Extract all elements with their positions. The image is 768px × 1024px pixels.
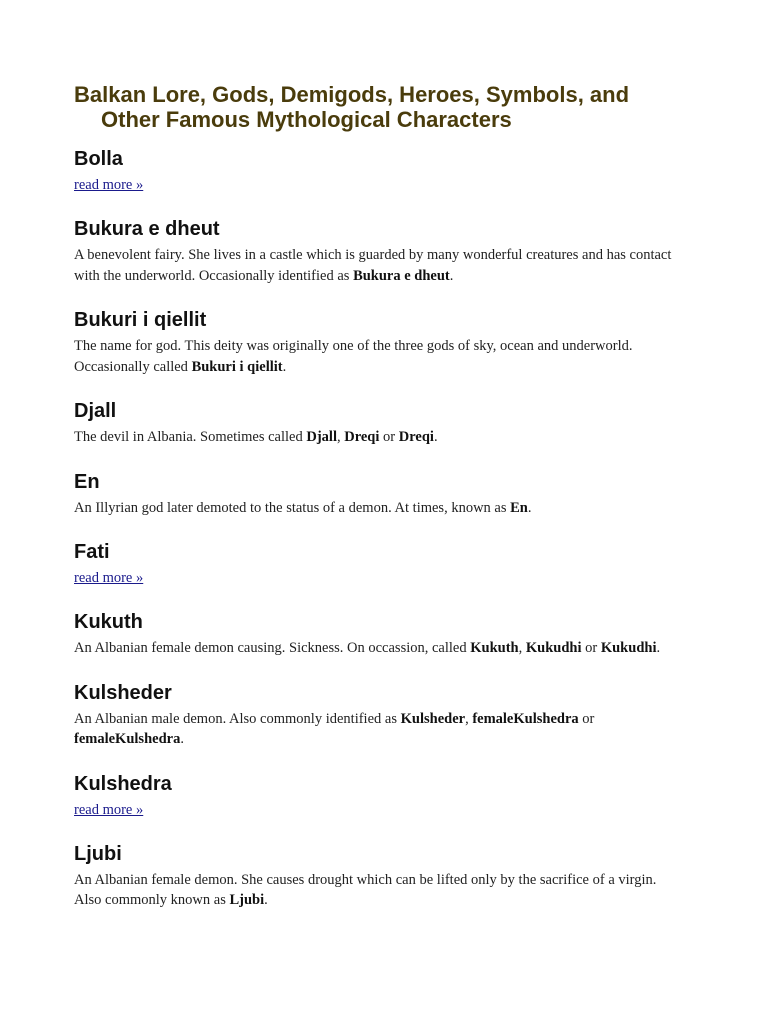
alias-term: Bukura e dheut	[353, 267, 450, 284]
entry-description	[74, 245, 678, 286]
alias-term: femaleKulshedra	[74, 731, 181, 747]
alias-term: Kulsheder	[400, 710, 466, 727]
alias-term: Dreqi	[398, 429, 434, 445]
separator: ,	[336, 429, 345, 445]
alias-term: femaleKulshedra	[472, 710, 579, 727]
description-end: .	[449, 267, 454, 284]
entry-heading: Bukura e dheut	[74, 218, 220, 240]
alias-term: Kukuth	[470, 640, 519, 656]
description-text: An Illyrian god later demoted to the status of a demon. At times, known as	[74, 499, 511, 516]
entry-heading: Kukuth	[74, 611, 143, 633]
description-text: An Albanian male demon. Also commonly identified as	[74, 710, 401, 727]
read-more-link[interactable]: read more »	[74, 177, 144, 193]
description-text: A benevolent fairy. She lives in a castle which is guarded by many wonderful creatures and has contact with the underworld. Occasionally identified as	[74, 247, 672, 284]
entry-en	[74, 470, 678, 519]
entry-kulsheder	[74, 681, 678, 750]
entry-fati	[74, 540, 678, 588]
alias-term: Ljubi	[229, 892, 265, 908]
description-text: An Albanian female demon causing. Sickness. On occassion, called	[74, 640, 471, 656]
entry-heading: Kulsheder	[74, 681, 172, 704]
entry-heading: Kulshedra	[74, 772, 172, 795]
entry-bukuri-i-qiellit	[74, 308, 678, 377]
read-more-link[interactable]: read more »	[74, 801, 144, 818]
description-end: .	[527, 499, 532, 516]
page-title-line-2: Other Famous Mythological Characters	[101, 107, 512, 132]
page-title-line-1: Balkan Lore, Gods, Demigods, Heroes, Symbols, and	[74, 82, 630, 107]
alias-term: En	[510, 499, 528, 516]
entry-heading: Ljubi	[74, 842, 122, 865]
entry-heading: Djall	[74, 400, 117, 422]
entry-bolla	[74, 147, 678, 195]
description-text: The name for god. This deity was originally one of the three gods of sky, ocean and underworld. Occasionally called	[74, 338, 633, 375]
alias-term: Djall	[306, 429, 337, 445]
entry-description	[74, 427, 678, 448]
entry-description	[74, 336, 678, 377]
entry-description	[74, 870, 678, 911]
entry-djall	[74, 399, 678, 448]
description-text: An Albanian female demon. She causes drought which can be lifted only by the sacrifice of a virgin. Also commonly known as	[74, 871, 657, 908]
description-end: .	[433, 429, 438, 445]
alias-term: Kukudhi	[600, 640, 657, 656]
entry-heading: Bolla	[74, 148, 123, 170]
page-title	[74, 82, 678, 132]
description-end: .	[264, 892, 268, 908]
description-end: .	[282, 358, 287, 375]
description-end: .	[656, 640, 661, 656]
description-end: .	[180, 731, 184, 747]
entry-heading: Bukuri i qiellit	[74, 309, 207, 331]
alias-term: Bukuri i qiellit	[191, 358, 283, 375]
entry-heading: Fati	[74, 541, 110, 563]
entry-description	[74, 709, 678, 750]
entry-kukuth	[74, 610, 678, 659]
alias-term: Dreqi	[344, 429, 380, 445]
entry-description	[74, 638, 678, 659]
read-more-link[interactable]: read more »	[74, 570, 144, 586]
description-text: The devil in Albania. Sometimes called	[74, 429, 307, 445]
entry-heading: En	[74, 470, 100, 493]
separator: ,	[518, 640, 526, 656]
entry-description	[74, 498, 678, 519]
entry-bukura-e-dheut	[74, 217, 678, 286]
separator: or	[379, 429, 399, 445]
entry-ljubi	[74, 842, 678, 911]
separator: or	[578, 710, 595, 727]
separator: or	[581, 640, 601, 656]
entry-kulshedra	[74, 772, 678, 820]
separator: ,	[465, 710, 473, 727]
alias-term: Kukudhi	[525, 640, 582, 656]
